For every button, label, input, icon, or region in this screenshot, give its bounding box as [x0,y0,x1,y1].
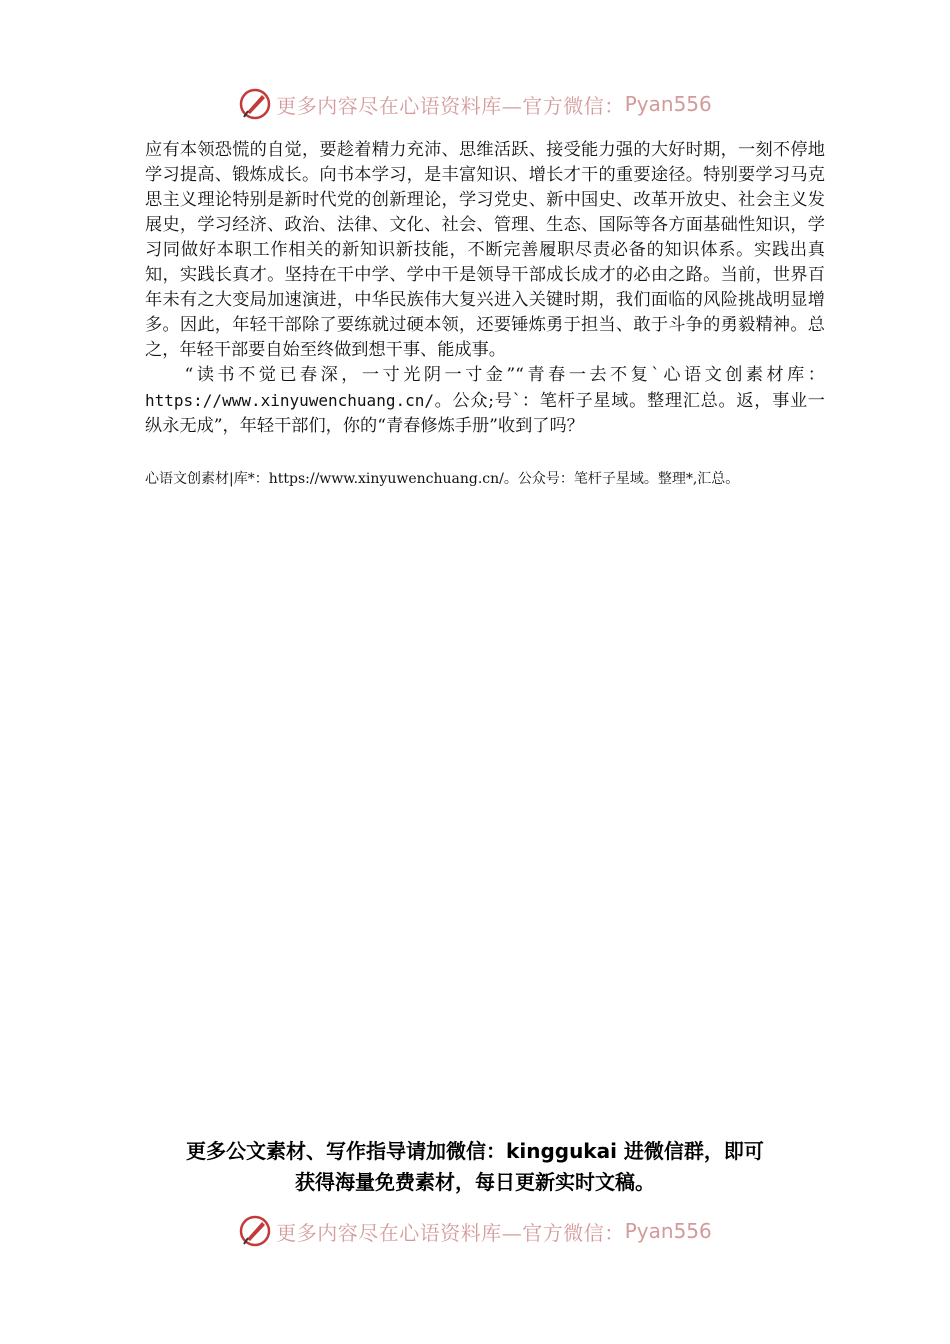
footnote-watermark: 心语文创素材|库*：https://www.xinyuwenchuang.cn/。公众号：笔杆子星域。整理*,汇总。 [145,471,740,487]
paragraph-2-part-a: “读书不觉已春深，一寸光阴一寸金”“青春一去不复`心语文创素材库： [184,365,825,385]
article-body [145,138,825,439]
quill-pen-logo-icon [238,87,272,121]
quill-pen-logo-icon [238,1214,272,1248]
paragraph-2 [145,363,825,439]
header-banner [0,84,950,124]
footer-banner [0,1211,950,1251]
banner-text: 更多内容尽在心语资料库—官方微信： [276,1220,625,1245]
paragraph-2-part-b: 。公众;号`：笔杆子星域。整理汇总。返，事业一纵永无成”，年轻干部们，你的“青春修炼手册”收到了吗？ [145,391,825,436]
promo-line-1: 更多公文素材、写作指导请加微信：kinggukai 进微信群，即可 [186,1139,764,1163]
paragraph-2-url: https://www.xinyuwenchuang.cn/ [145,391,434,410]
promo-line-2: 获得海量免费素材，每日更新实时文稿。 [295,1170,655,1194]
banner-wechat-id: Pyan556 [624,1219,712,1243]
banner-text: 更多内容尽在心语资料库—官方微信： [276,93,625,118]
promo-block [0,1136,950,1198]
paragraph-1: 应有本领恐慌的自觉，要趁着精力充沛、思维活跃、接受能力强的大好时期，一刻不停地学习提高、锻炼成长。向书本学习，是丰富知识、增长才干的重要途径。特别要学习马克思主义理论特别是新时代党的创新理论，学习党史、新中国史、改革开放史、社会主义发展史，学习经济、政治、法律、文化、社会、管理、生态、国际等各方面基础性知识，学习同做好本职工作相关的新知识新技能，不断完善履职尽责必备的知识体系。实践出真知，实践长真才。坚持在干中学、学中干是领导干部成长成才的必由之路。当前，世界百年未有之大变局加速演进，中华民族伟大复兴进入关键时期，我们面临的风险挑战明显增多。因此，年轻干部除了要练就过硬本领，还要锤炼勇于担当、敢于斗争的勇毅精神。总之，年轻干部要自始至终做到想干事、能成事。 [145,140,825,360]
banner-wechat-id: Pyan556 [624,92,712,116]
